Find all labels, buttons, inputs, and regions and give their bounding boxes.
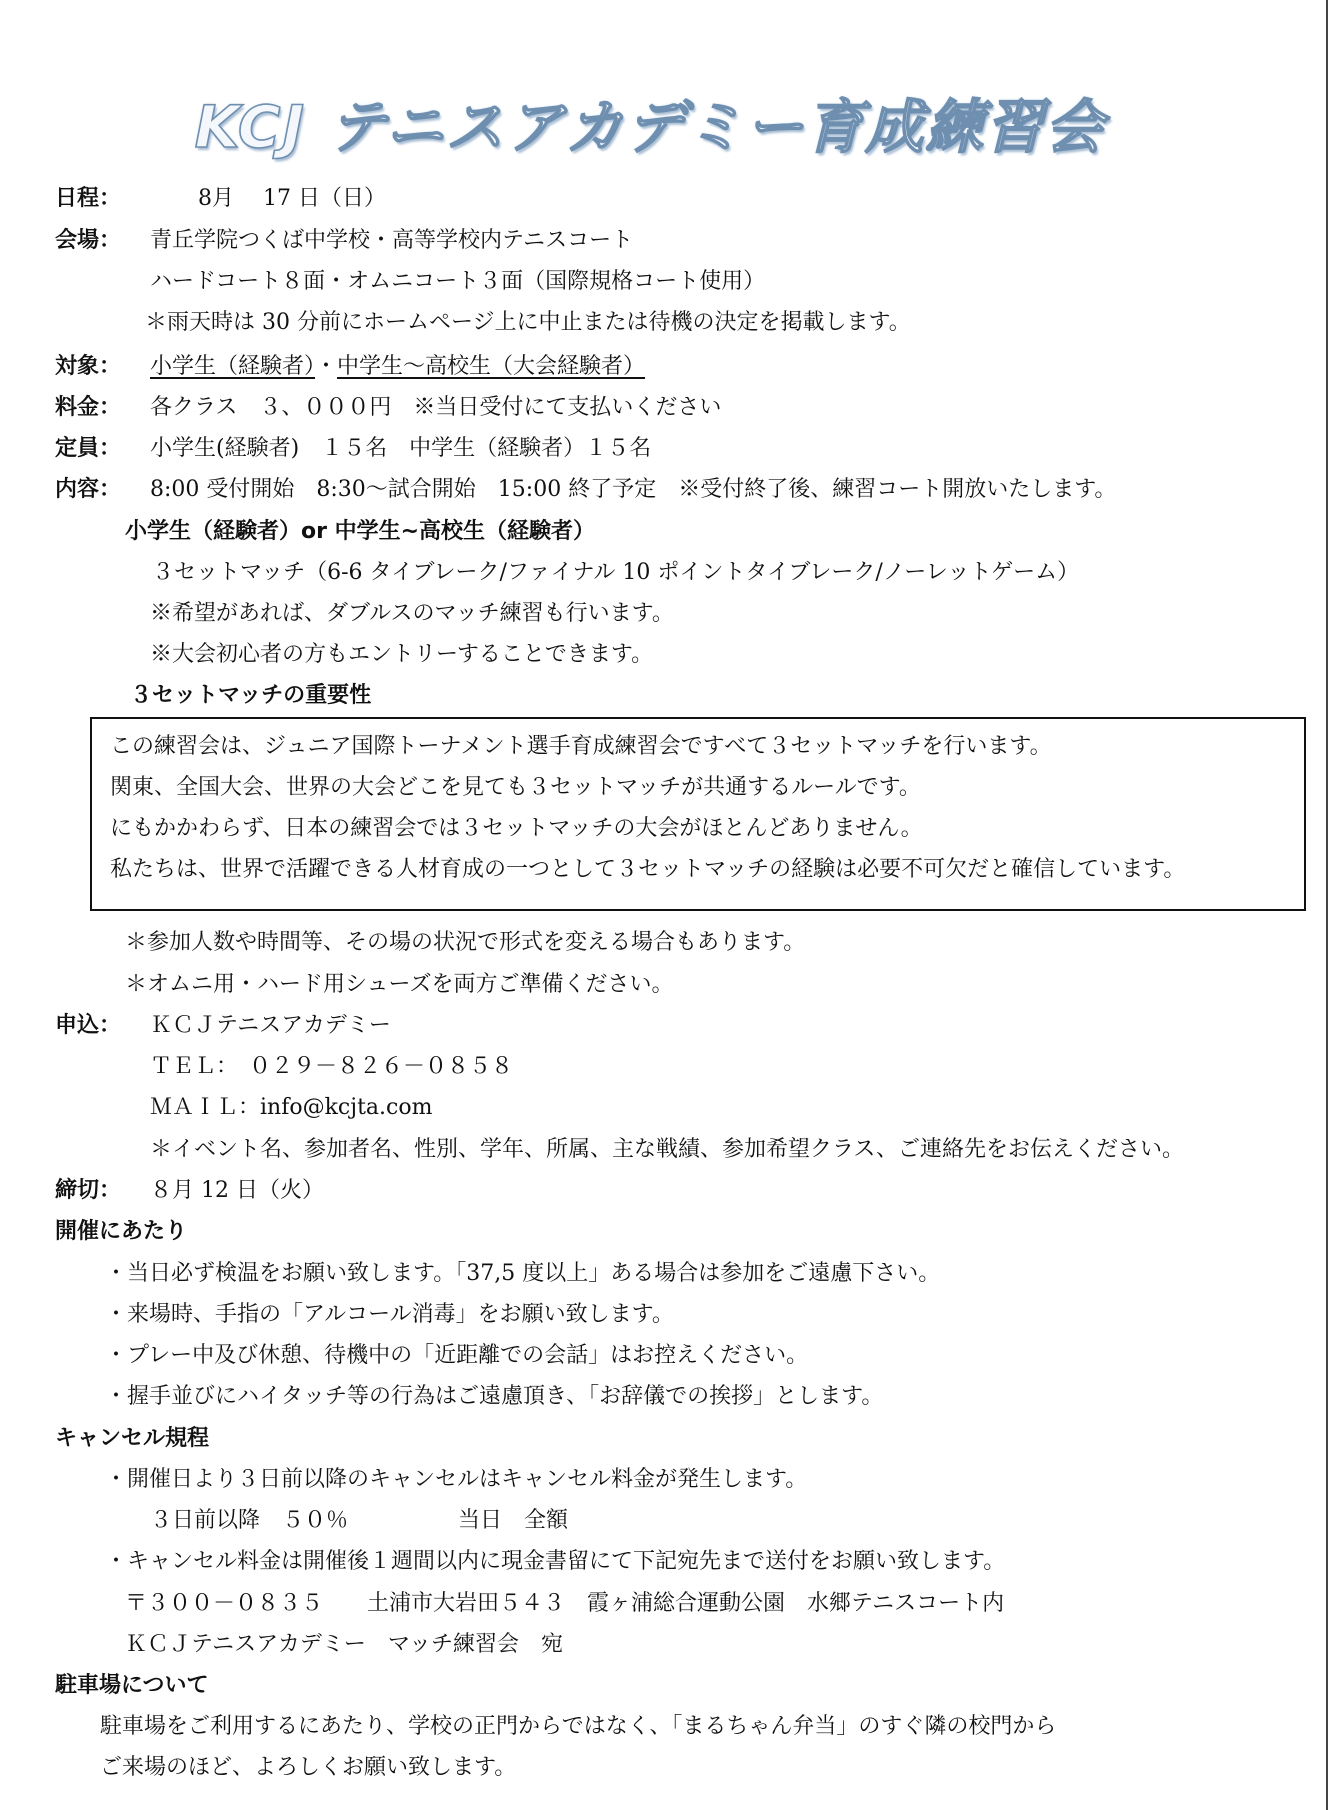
cancel-heading: キャンセル規程 [55, 1426, 210, 1451]
importance-line-4: 私たちは、世界で活躍できる人材育成の一つとして３セットマッチの経験は必要不可欠だと確信しています。 [110, 857, 1186, 882]
note-line-1: ＊参加人数や時間等、その場の状況で形式を変える場合もあります。 [125, 930, 806, 955]
cancel-recipient: ＫＣＪテニスアカデミー マッチ練習会 宛 [125, 1632, 564, 1657]
note-line-2: ＊オムニ用・ハード用シューズを両方ご準備ください。 [125, 972, 674, 997]
parking-heading: 駐車場について [55, 1673, 209, 1698]
importance-heading: ３セットマッチの重要性 [130, 683, 372, 708]
capacity-label: 定員： [55, 436, 122, 461]
cancel-rate-sameday: 当日 全額 [458, 1508, 569, 1533]
parking-line-2: ご来場のほど、よろしくお願い致します。 [100, 1755, 517, 1780]
deadline-value: ８月 12 日（火） [150, 1178, 324, 1203]
parking-line-1: 駐車場をご利用するにあたり、学校の正門からではなく、「まるちゃん弁当」のすぐ隣の校門から [100, 1714, 1057, 1739]
content-value: 8:00 受付開始 8:30～試合開始 15:00 終了予定 ※受付終了後、練習コート開放いたします。 [150, 477, 1117, 502]
target-junior-high: 中学生～高校生（大会経験者） [337, 354, 646, 379]
apply-label: 申込： [55, 1013, 122, 1038]
importance-line-3: にもかかわらず、日本の練習会では３セットマッチの大会がほとんどありません。 [110, 816, 923, 841]
holding-heading: 開催にあたり [55, 1219, 188, 1244]
holding-item-2: ・来場時、手指の「アルコール消毒」をお願い致します。 [105, 1302, 674, 1327]
importance-line-2: 関東、全国大会、世界の大会どこを見ても３セットマッチが共通するルールです。 [110, 775, 921, 800]
venue-line-2: ハードコート８面・オムニコート３面（国際規格コート使用） [150, 269, 766, 294]
deadline-label: 締切： [55, 1178, 122, 1203]
cancel-item-1: ・開催日より３日前以降のキャンセルはキャンセル料金が発生します。 [105, 1467, 808, 1492]
holding-item-4: ・握手並びにハイタッチ等の行為はご遠慮頂き、「お辞儀での挨拶」とします。 [105, 1384, 884, 1409]
content-line-1: ３セットマッチ（6-6 タイブレーク/ファイナル 10 ポイントタイブレーク/ノーレットゲーム） [152, 560, 1080, 585]
schedule-label: 日程： [55, 186, 122, 211]
apply-note: ＊イベント名、参加者名、性別、学年、所属、主な戦績、参加希望クラス、ご連絡先をお伝えください。 [150, 1137, 1185, 1162]
cancel-item-2: ・キャンセル料金は開催後１週間以内に現金書留にて下記宛先まで送付をお願い致します。 [105, 1549, 1006, 1574]
fee-label: 料金： [55, 395, 122, 420]
class-heading: 小学生（経験者）or 中学生~高校生（経験者） [125, 519, 596, 544]
holding-item-3: ・プレー中及び休憩、待機中の「近距離での会話」はお控えください。 [105, 1343, 809, 1368]
cancel-address: 〒３００－０８３５ 土浦市大岩田５４３ 霞ヶ浦総合運動公園 水郷テニスコート内 [125, 1591, 1005, 1616]
page-edge [1326, 0, 1328, 1810]
holding-item-1: ・当日必ず検温をお願い致します。「37,5 度以上」ある場合は参加をご遠慮下さい。 [105, 1261, 941, 1286]
target-separator: ・ [315, 354, 338, 379]
apply-org: ＫＣＪテニスアカデミー [150, 1013, 391, 1038]
fee-value: 各クラス ３、０００円 ※当日受付にて支払いください [150, 395, 722, 420]
importance-line-1: この練習会は、ジュニア国際トーナメント選手育成練習会ですべて３セットマッチを行います。 [110, 734, 1052, 759]
venue-line-1: 青丘学院つくば中学校・高等学校内テニスコート [150, 228, 634, 253]
venue-line-3: ＊雨天時は 30 分前にホームページ上に中止または待機の決定を掲載します。 [145, 310, 911, 335]
venue-label: 会場： [55, 228, 122, 253]
page-title: KCJ テニスアカデミー育成練習会 [194, 93, 1106, 161]
capacity-value: 小学生(経験者) １５名 中学生（経験者）１５名 [150, 436, 652, 461]
apply-mail: ＭＡＩＬ：info@kcjta.com [150, 1095, 433, 1120]
target-elementary: 小学生（経験者） [150, 354, 316, 379]
target-label: 対象： [55, 354, 122, 379]
content-line-2: ※希望があれば、ダブルスのマッチ練習も行います。 [150, 601, 674, 626]
content-label: 内容： [55, 477, 122, 502]
target-value [150, 352, 645, 382]
apply-tel: ＴＥＬ： ０２９－８２６－０８５８ [150, 1054, 514, 1079]
cancel-rate-3days: ３日前以降 ５０％ [150, 1508, 349, 1533]
schedule-value: 8月 17 日（日） [198, 186, 386, 211]
content-line-3: ※大会初心者の方もエントリーすることできます。 [150, 642, 654, 667]
